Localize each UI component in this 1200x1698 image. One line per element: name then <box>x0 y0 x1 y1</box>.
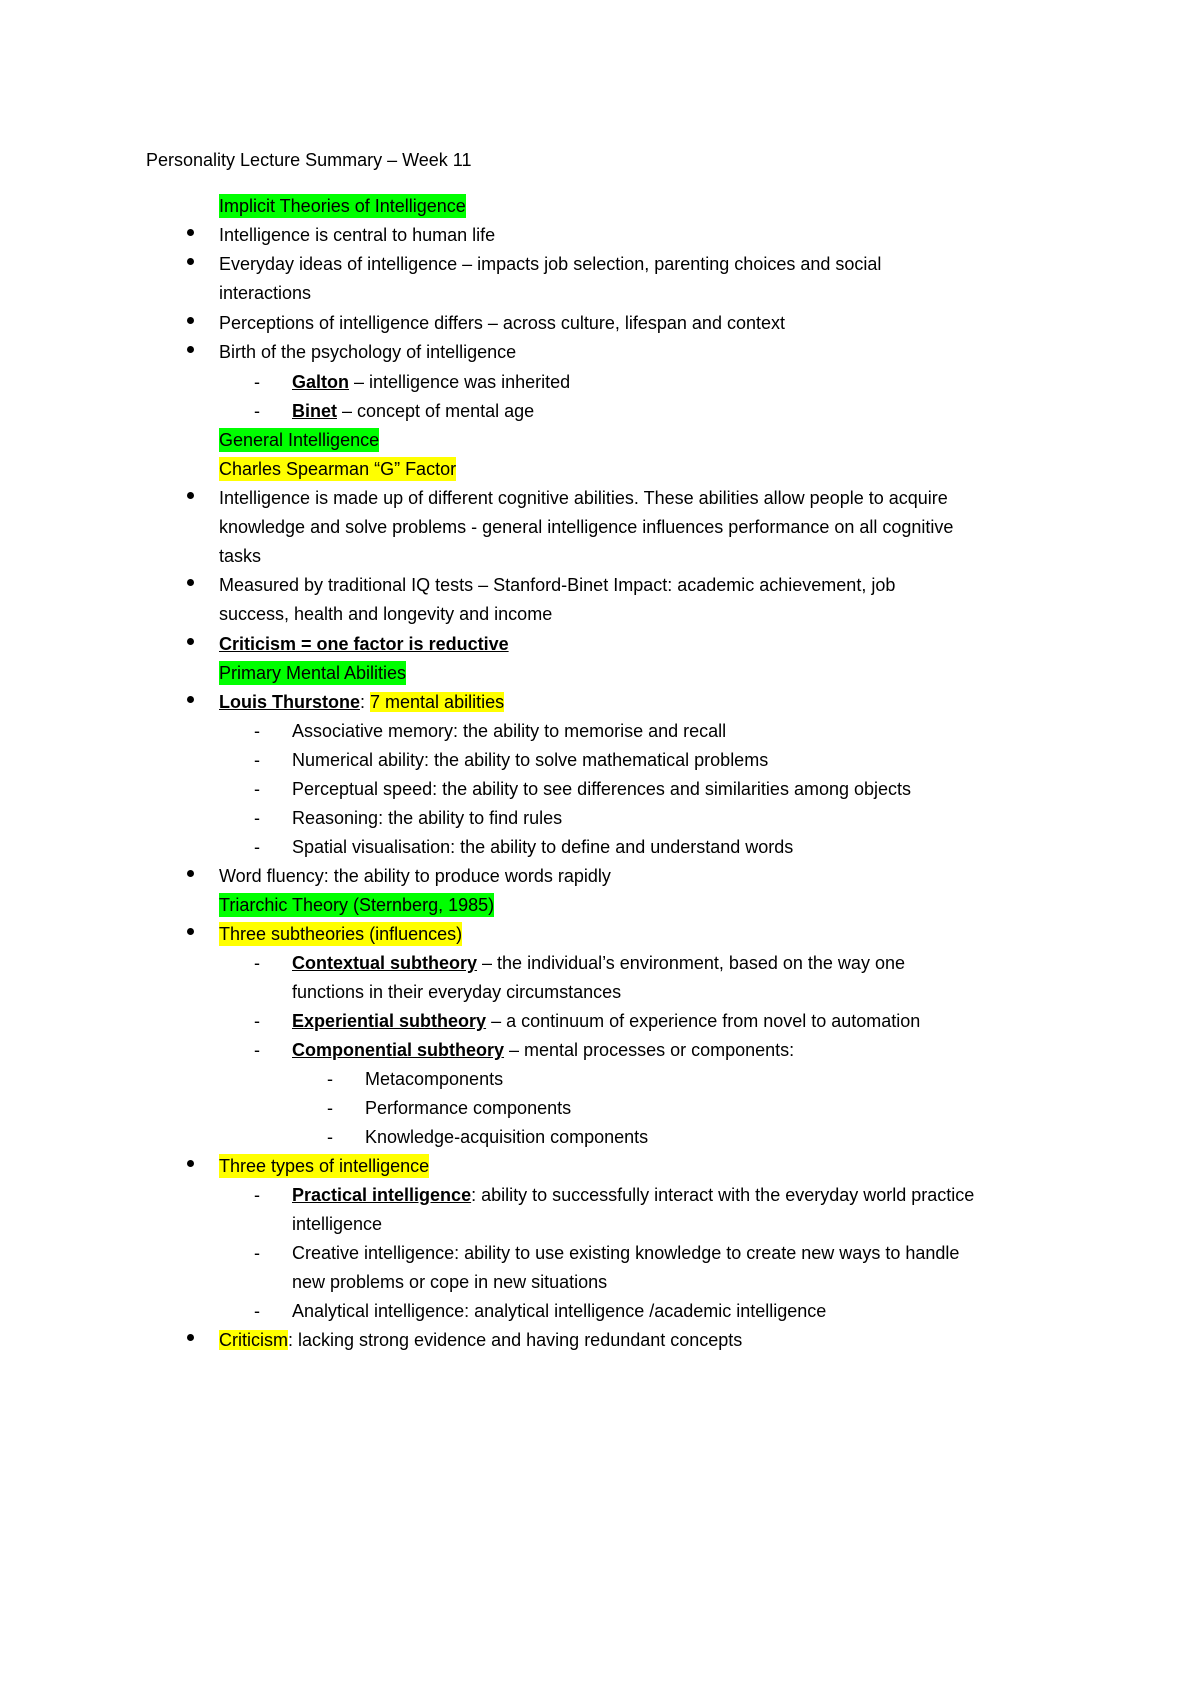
sub-list-item: Creative intelligence: ability to use existing knowledge to create new ways to handle <box>292 1243 960 1263</box>
dash-marker: - <box>254 779 260 799</box>
dash-marker: - <box>254 1011 260 1031</box>
criticism-item: Criticism = one factor is reductive <box>219 634 509 654</box>
list-item-three-subtheories: Three subtheories (influences) <box>219 924 463 944</box>
highlight-criticism: Criticism <box>219 1330 288 1350</box>
sub-sub-list-item: Performance components <box>365 1098 572 1118</box>
sub-list-item-continuation: functions in their everyday circumstances <box>292 982 622 1002</box>
term-galton: Galton <box>292 372 349 392</box>
bullet-icon <box>187 928 194 935</box>
list-item-continuation: success, health and longevity and income <box>219 604 553 624</box>
highlight-seven-abilities: 7 mental abilities <box>370 692 505 712</box>
sub-list-item <box>292 1009 920 1033</box>
list-item: Word fluency: the ability to produce words rapidly <box>219 866 611 886</box>
bullet-icon <box>187 579 194 586</box>
term-componential-subtheory: Componential subtheory <box>292 1040 505 1060</box>
list-item-continuation: knowledge and solve problems - general intelligence influences performance on all cognitive <box>219 517 954 537</box>
term-experiential-subtheory: Experiential subtheory <box>292 1011 487 1031</box>
sub-sub-list-item: Metacomponents <box>365 1069 504 1089</box>
list-item: Perceptions of intelligence differs – across culture, lifespan and context <box>219 313 785 333</box>
bullet-icon <box>187 638 194 645</box>
sub-list-item <box>292 399 534 423</box>
bullet-icon <box>187 870 194 877</box>
dash-marker: - <box>254 953 260 973</box>
term-practical-intelligence: Practical intelligence <box>292 1185 472 1205</box>
dash-marker: - <box>327 1098 333 1118</box>
bullet-icon <box>187 317 194 324</box>
list-item: Intelligence is made up of different cognitive abilities. These abilities allow people to acquire <box>219 488 948 508</box>
bullet-icon <box>187 258 194 265</box>
list-item: Intelligence is central to human life <box>219 225 496 245</box>
sub-list-item <box>292 1038 794 1062</box>
list-item: Birth of the psychology of intelligence <box>219 342 517 362</box>
section-heading-general-intelligence: General Intelligence <box>219 430 380 450</box>
term-description: : ability to successfully interact with the everyday world practice <box>471 1185 975 1205</box>
bullet-icon <box>187 696 194 703</box>
list-item <box>219 690 504 714</box>
dash-marker: - <box>254 1301 260 1321</box>
sub-list-item-continuation: intelligence <box>292 1214 383 1234</box>
section-heading-triarchic-theory: Triarchic Theory (Sternberg, 1985) <box>219 895 495 915</box>
section-heading-primary-mental-abilities: Primary Mental Abilities <box>219 663 407 683</box>
term-description: – mental processes or components: <box>504 1040 795 1060</box>
dash-marker: - <box>254 808 260 828</box>
term-binet: Binet <box>292 401 337 421</box>
sub-list-item: Reasoning: the ability to find rules <box>292 808 563 828</box>
criticism-description: : lacking strong evidence and having redundant concepts <box>288 1330 743 1350</box>
term-description: – intelligence was inherited <box>349 372 571 392</box>
subheading-spearman: Charles Spearman “G” Factor <box>219 459 457 479</box>
document-title: Personality Lecture Summary – Week 11 <box>146 150 472 170</box>
term-contextual-subtheory: Contextual subtheory <box>292 953 478 973</box>
dash-marker: - <box>254 750 260 770</box>
dash-marker: - <box>327 1127 333 1147</box>
sub-list-item <box>292 951 905 975</box>
list-item-continuation: tasks <box>219 546 262 566</box>
term-description: – concept of mental age <box>337 401 535 421</box>
dash-marker: - <box>254 1185 260 1205</box>
bullet-icon <box>187 229 194 236</box>
dash-marker: - <box>254 1040 260 1060</box>
separator: : <box>360 692 371 712</box>
term-thurstone: Louis Thurstone <box>219 692 360 712</box>
bullet-icon <box>187 346 194 353</box>
dash-marker: - <box>254 1243 260 1263</box>
sub-list-item <box>292 370 570 394</box>
section-heading-implicit-theories: Implicit Theories of Intelligence <box>219 196 466 216</box>
term-description: – a continuum of experience from novel to automation <box>486 1011 921 1031</box>
sub-list-item <box>292 1183 974 1207</box>
bullet-icon <box>187 1334 194 1341</box>
list-item-continuation: interactions <box>219 283 312 303</box>
sub-list-item: Analytical intelligence: analytical intelligence /academic intelligence <box>292 1301 827 1321</box>
list-item <box>219 1328 742 1352</box>
dash-marker: - <box>254 401 260 421</box>
dash-marker: - <box>327 1069 333 1089</box>
term-description: – the individual’s environment, based on the way one <box>477 953 905 973</box>
sub-list-item: Perceptual speed: the ability to see differences and similarities among objects <box>292 779 912 799</box>
list-item: Everyday ideas of intelligence – impacts job selection, parenting choices and social <box>219 254 882 274</box>
bullet-icon <box>187 492 194 499</box>
sub-list-item-continuation: new problems or cope in new situations <box>292 1272 608 1292</box>
sub-list-item: Spatial visualisation: the ability to define and understand words <box>292 837 794 857</box>
list-item: Measured by traditional IQ tests – Stanford-Binet Impact: academic achievement, job <box>219 575 896 595</box>
bullet-icon <box>187 1160 194 1167</box>
dash-marker: - <box>254 721 260 741</box>
dash-marker: - <box>254 837 260 857</box>
dash-marker: - <box>254 372 260 392</box>
sub-sub-list-item: Knowledge-acquisition components <box>365 1127 649 1147</box>
sub-list-item: Associative memory: the ability to memorise and recall <box>292 721 727 741</box>
list-item-three-types: Three types of intelligence <box>219 1156 430 1176</box>
sub-list-item: Numerical ability: the ability to solve mathematical problems <box>292 750 769 770</box>
